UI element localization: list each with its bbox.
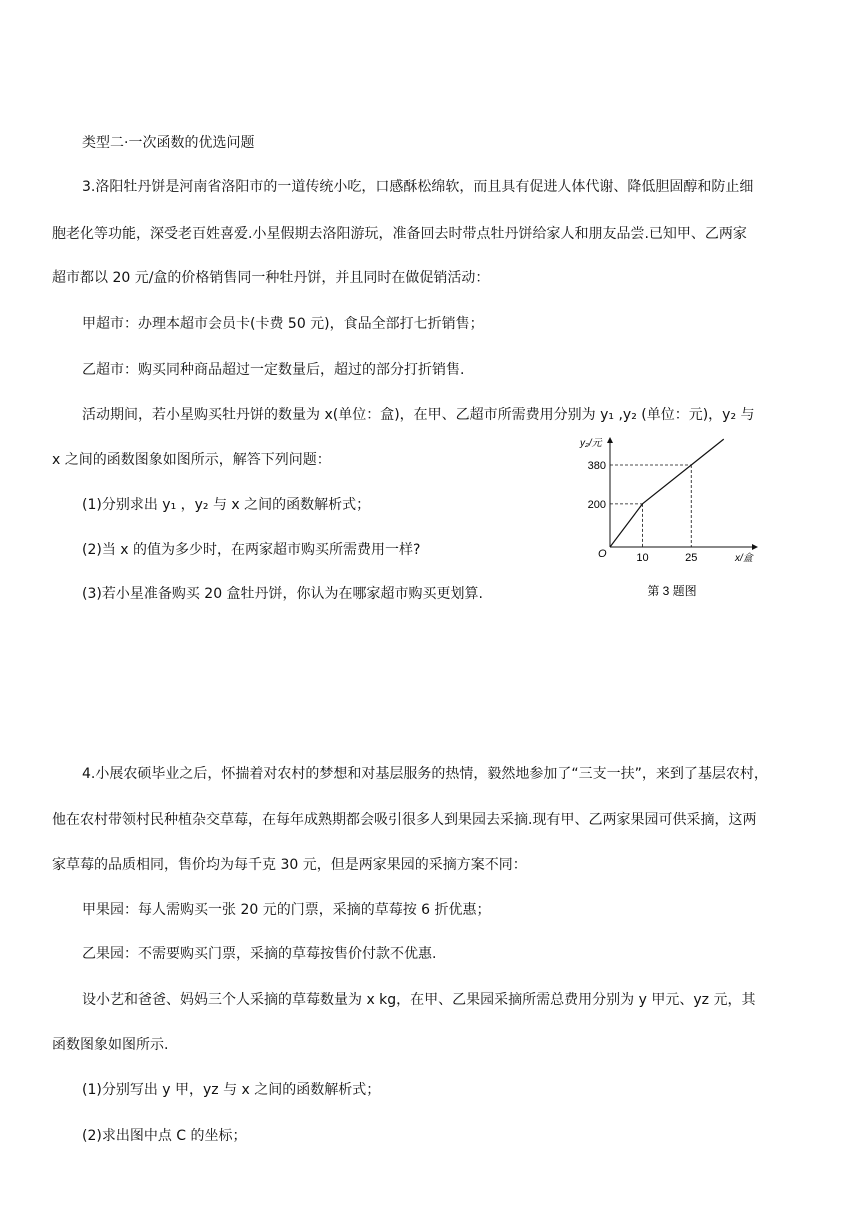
y-tick-label: 380 [587, 460, 606, 472]
q4-line: 设小艺和爸爸、妈妈三个人采摘的草莓数量为 x kg，在甲、乙果园采摘所需总费用分别为 y 甲元、yz 元，其 [82, 992, 756, 1008]
q3-line: 超市都以 20 元/盒的价格销售同一种牡丹饼，并且同时在做促销活动： [52, 270, 490, 286]
x-axis-label: x/盒 [735, 553, 753, 564]
q3-line: 3.洛阳牡丹饼是河南省洛阳市的一道传统小吃，口感酥松绵软，而且具有促进人体代谢、降低胆固醇和防止细 [82, 179, 754, 195]
y-tick-label: 200 [587, 498, 606, 511]
q4-line: 家草莓的品质相同，售价均为每千克 30 元，但是两家果园的采摘方案不同： [52, 857, 527, 873]
q4-line: 4.小展农硕毕业之后，怀揣着对农村的梦想和对基层服务的热情，毅然地参加了“三支一扶”，来到了基层农村， [82, 766, 768, 782]
q3-line: 甲超市：办理本超市会员卡(卡费 50 元)，食品全部打七折销售； [82, 316, 484, 332]
section-title: 类型二·一次函数的优选问题 [82, 135, 255, 151]
q3-line: 活动期间，若小星购买牡丹饼的数量为 x(单位：盒)，在甲、乙超市所需费用分别为 y₁ ,y₂ (单位：元)，y₂ 与 [82, 407, 755, 423]
q4-line: (1)分别写出 y 甲，yz 与 x 之间的函数解析式； [82, 1082, 381, 1098]
q3-line: (3)若小星准备购买 20 盒牡丹饼，你认为在哪家超市购买更划算. [82, 586, 483, 602]
q4-line: 函数图象如图所示. [52, 1037, 169, 1053]
origin-label: O [598, 548, 607, 560]
q3-line: 乙超市：购买同种商品超过一定数量后，超过的部分打折销售. [82, 362, 465, 378]
figure-caption: 第 3 题图 [647, 584, 697, 598]
q4-line: 乙果园：不需要购买门票，采摘的草莓按售价付款不优惠. [82, 946, 437, 962]
x-tick-label: 25 [685, 552, 698, 564]
function-graph [572, 432, 772, 607]
y-axis-label: y₂/元 [580, 438, 602, 449]
q3-line: (2)当 x 的值为多少时，在两家超市购买所需费用一样? [82, 542, 421, 558]
q4-line: 甲果园：每人需购买一张 20 元的门票，采摘的草莓按 6 折优惠； [82, 902, 491, 918]
x-tick-label: 10 [636, 552, 649, 564]
q4-line: (2)求出图中点 C 的坐标； [82, 1128, 247, 1144]
q3-line: 胞老化等功能，深受老百姓喜爱.小星假期去洛阳游玩，准备回去时带点牡丹饼给家人和朋友品尝.已知甲、乙两家 [52, 226, 747, 242]
q3-line: x 之间的函数图象如图所示，解答下列问题： [52, 452, 331, 468]
y2-line [610, 439, 724, 547]
q4-line: 他在农村带领村民种植杂交草莓，在每年成熟期都会吸引很多人到果园去采摘.现有甲、乙两家果园可供采摘，这两 [52, 812, 757, 828]
q3-line: (1)分别求出 y₁ ，y₂ 与 x 之间的函数解析式； [82, 497, 371, 513]
